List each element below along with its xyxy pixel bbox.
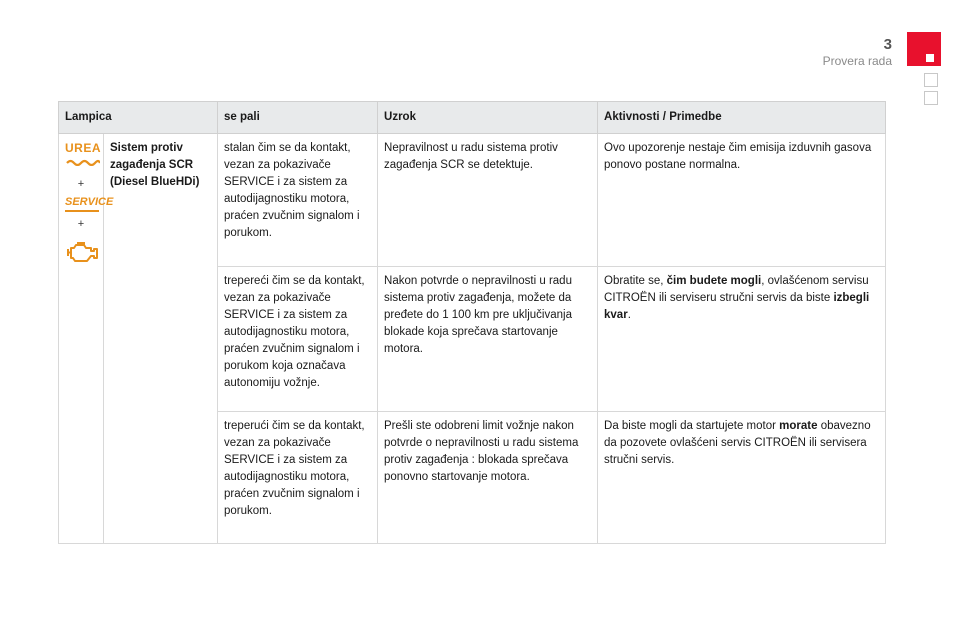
section-title: Provera rada — [822, 54, 892, 68]
action-cell — [598, 412, 886, 544]
table-row — [59, 134, 886, 267]
urea-icon — [65, 142, 101, 172]
urea-wave-icon — [66, 158, 100, 166]
page-number: 3 — [883, 36, 892, 53]
section-tab-marker[interactable] — [907, 32, 941, 66]
urea-label: UREA — [65, 141, 102, 155]
lights-cell: treperući čim se da kontakt, vezan za pokazivače SERVICE i za sistem za autodijagnostiku motora, praćen zvučnim signalom i porukom. — [218, 412, 378, 544]
lamp-name: Sistem protiv zagađenja SCR (Diesel BlueHDi) — [104, 134, 218, 544]
cause-cell: Prešli ste odobreni limit vožnje nakon potvrde o nepravilnosti u radu sistema protiv zagađenja : blokada sprečava ponovno startovanje motora. — [378, 412, 598, 544]
header-se-pali: se pali — [218, 102, 378, 134]
action-text: Ovo upozorenje nestaje čim emisija izduvnih gasova ponovo postane normalna. — [604, 142, 872, 171]
action-text: . — [627, 309, 631, 321]
action-text: Obratite se, — [604, 275, 667, 287]
plus-sign: + — [77, 218, 85, 230]
service-label: SERVICE — [65, 196, 114, 208]
nav-square-1[interactable] — [924, 73, 938, 87]
nav-square-2[interactable] — [924, 91, 938, 105]
action-text: , ovlašćenom servisu CITROËN ili serviseru stručni servis da biste — [604, 275, 869, 304]
cause-cell: Nepravilnost u radu sistema protiv zagađenja SCR se detektuje. — [378, 134, 598, 267]
action-cell — [598, 267, 886, 412]
lamp-icons-cell — [59, 134, 114, 544]
action-text: Da biste mogli da startujete motor — [604, 420, 780, 432]
lights-cell: stalan čim se da kontakt, vezan za pokazivače SERVICE i za sistem za autodijagnostiku motora, praćen zvučnim signalom i porukom. — [218, 134, 378, 267]
header-uzrok: Uzrok — [378, 102, 598, 134]
header-aktivnosti: Aktivnosti / Primedbe — [598, 102, 886, 134]
header-lampica: Lampica — [59, 102, 218, 134]
tab-dot — [926, 54, 934, 62]
action-emphasis: čim budete mogli — [666, 275, 762, 287]
action-emphasis: izbegli kvar — [604, 292, 870, 321]
engine-warning-icon — [65, 240, 101, 264]
action-cell — [598, 134, 886, 267]
table-header-row — [59, 102, 886, 134]
warning-lamp-table — [58, 101, 886, 544]
lights-cell: trepereći čim se da kontakt, vezan za pokazivače SERVICE i za sistem za autodijagnostiku motora, praćen zvučnim signalom i porukom koja označava autonomiju vožnje. — [218, 267, 378, 412]
action-text: obavezno da pozovete ovlašćeni servis CITROËN ili servisera stručni servis. — [604, 420, 871, 466]
service-icon — [65, 196, 114, 212]
action-emphasis: morate — [779, 420, 818, 432]
cause-cell: Nakon potvrde o nepravilnosti u radu sistema protiv zagađenja, možete da pređete do 1 100 km pre uključivanja blokade koja sprečava startovanje motora. — [378, 267, 598, 412]
plus-sign: + — [77, 178, 85, 190]
